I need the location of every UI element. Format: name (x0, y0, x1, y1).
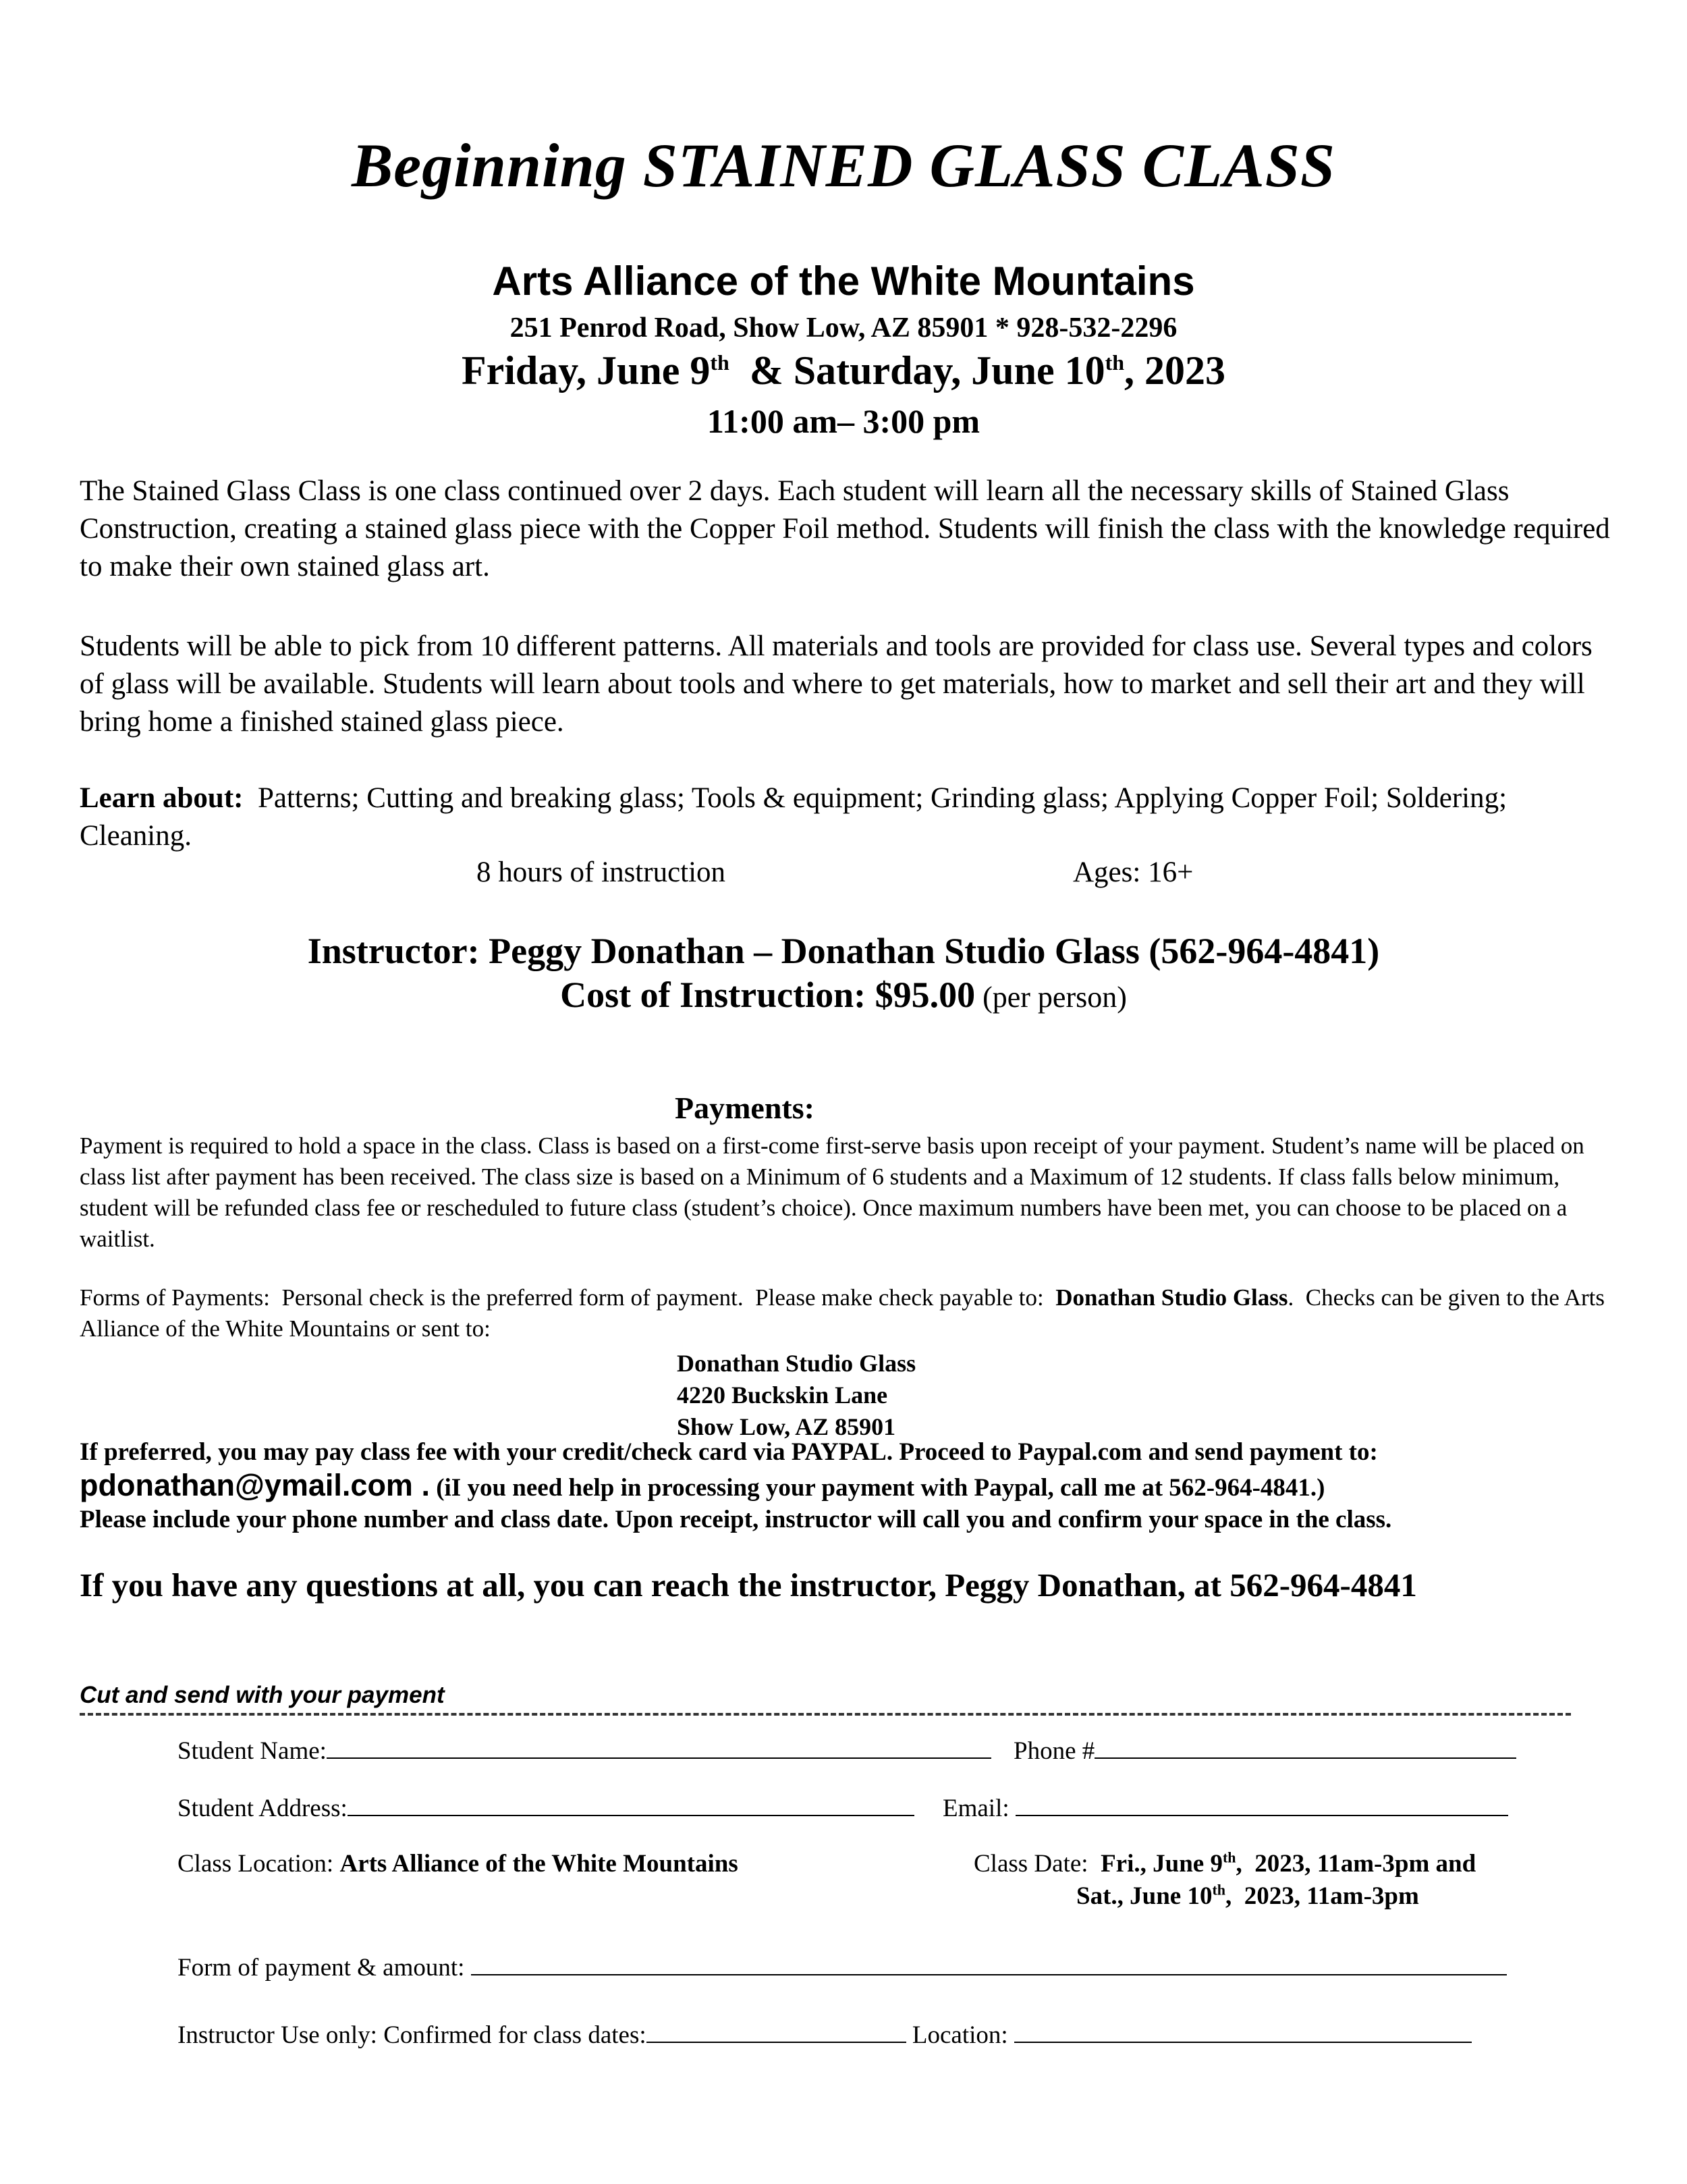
cost-of-instruction (0, 974, 1687, 1016)
phone-label: Phone # (1014, 1737, 1095, 1765)
class-location-label: Class Location: (177, 1850, 340, 1878)
forms-text-1: Forms of Payments: Personal check is the preferred form of payment. Please make check payable to: (80, 1284, 1056, 1311)
age-requirement: Ages: 16+ (1073, 856, 1194, 888)
description-paragraph-2: Students will be able to pick from 10 different patterns. All materials and tools are provided for class use. Several types and colors of glass will be available. Students will learn about tools and where to get materials, how to market and sell their art and they will bring home a finished stained glass piece. (80, 630, 1593, 738)
phone-row (1014, 1736, 1516, 1766)
description-paragraph-1: The Stained Glass Class is one class continued over 2 days. Each student will learn all the necessary skills of Stained Glass Construction, creating a stained glass piece with the Copper Foil method. Students will finish the class with the knowledge required to make their own stained glass art. (80, 475, 1610, 582)
email-label: Email: (943, 1795, 1016, 1822)
class-date-2-rest: , 2023, 11am-3pm (1225, 1882, 1419, 1910)
class-date-1-text: Fri., June 9 (1101, 1850, 1223, 1878)
cost-label: Cost of Instruction: $95.00 (560, 975, 976, 1015)
paypal-help: (iI you need help in processing your payment with Paypal, call me at 562-964-4841.) (429, 1474, 1325, 1502)
cut-line (80, 1713, 1571, 1716)
email-row (943, 1793, 1508, 1823)
learn-about-label: Learn about: (80, 782, 244, 814)
payments-paragraph: Payment is required to hold a space in the class. Class is based on a first-come first-serve basis upon receipt of your payment. Student’s name will be placed on class list after payment has been received. The class size is based on a Minimum of 6 students and a Maximum of 12 students. If class falls below minimum, student will be refunded class fee or rescheduled to future class (student’s choice). Once maximum numbers have been met, you can choose to be placed on a waitlist. (80, 1132, 1584, 1252)
payments-heading: Payments: (675, 1091, 814, 1125)
questions-contact: If you have any questions at all, you can reach the instructor, Peggy Donathan, at 562-964-4841 (80, 1566, 1417, 1604)
instructor-line: Instructor: Peggy Donathan – Donathan Studio Glass (562-964-4841) (307, 931, 1380, 971)
organization-name: Arts Alliance of the White Mountains (492, 258, 1195, 304)
class-date-row-2 (1076, 1882, 1419, 1911)
class-date-1 (1101, 1850, 1476, 1878)
payment-amount-field[interactable] (471, 1953, 1507, 1975)
student-name-row (177, 1736, 991, 1766)
instruction-hours: 8 hours of instruction (476, 856, 726, 888)
date-part-1: Friday, June 9 (461, 348, 711, 393)
learn-about-text: Patterns; Cutting and breaking glass; Tools & equipment; Grinding glass; Applying Copper Foil; Soldering; Cleaning. (80, 782, 1514, 852)
class-location-value: Arts Alliance of the White Mountains (339, 1850, 738, 1878)
location-field[interactable] (1014, 2020, 1472, 2043)
check-payee: Donathan Studio Glass (1055, 1284, 1288, 1311)
student-address-row (177, 1793, 914, 1823)
date-sup-2: th (1105, 350, 1125, 375)
class-date-1-rest: , 2023, 11am-3pm and (1236, 1850, 1476, 1878)
paypal-line-1: If preferred, you may pay class fee with your credit/check card via PAYPAL. Proceed to Paypal.com and send payment to: (80, 1438, 1378, 1466)
organization-address: 251 Penrod Road, Show Low, AZ 85901 * 928-532-2296 (509, 312, 1178, 344)
cut-instruction: Cut and send with your payment (80, 1682, 445, 1708)
cost-note: (per person) (975, 981, 1127, 1014)
class-date-2-sup: th (1212, 1881, 1226, 1899)
mailing-city: Show Low, AZ 85901 (677, 1413, 896, 1440)
location-label: Location: (906, 2021, 1014, 2049)
class-time: 11:00 am– 3:00 pm (707, 402, 980, 440)
class-date-label: Class Date: (974, 1850, 1101, 1878)
forms-text-2: . Checks can be given to the Arts Alliance of the White Mountains or sent to: (80, 1284, 1609, 1342)
class-dates (0, 348, 1687, 394)
payment-amount-label: Form of payment & amount: (177, 1954, 471, 1982)
confirmed-dates-field[interactable] (646, 2020, 906, 2043)
mailing-name: Donathan Studio Glass (677, 1350, 916, 1377)
paypal-line-3: Please include your phone number and class date. Upon receipt, instructor will call you and confirm your space in the class. (80, 1506, 1392, 1533)
mailing-street: 4220 Buckskin Lane (677, 1382, 888, 1409)
payment-amount-row (177, 1953, 1507, 1982)
instructor-use-row (177, 2020, 1472, 2050)
student-address-field[interactable] (348, 1793, 914, 1816)
class-location-row (177, 1849, 738, 1878)
page-title: Beginning STAINED GLASS CLASS (351, 131, 1336, 200)
class-date-row-1 (974, 1849, 1476, 1878)
class-date-2-text: Sat., June 10 (1076, 1882, 1213, 1910)
learn-about (80, 780, 1611, 855)
forms-of-payment (80, 1282, 1611, 1344)
class-date-1-sup: th (1222, 1849, 1236, 1866)
instructor-use-label: Instructor Use only: Confirmed for class dates: (177, 2021, 646, 2049)
paypal-instructions (80, 1436, 1632, 1535)
paypal-line-2 (80, 1469, 1632, 1504)
phone-field[interactable] (1095, 1736, 1516, 1759)
paypal-email: pdonathan@ymail.com . (80, 1468, 430, 1502)
date-sup-1: th (710, 350, 729, 375)
date-part-2: & Saturday, June 10 (729, 348, 1105, 393)
student-name-field[interactable] (327, 1736, 991, 1759)
student-address-label: Student Address: (177, 1795, 348, 1822)
date-part-3: , 2023 (1124, 348, 1226, 393)
email-field[interactable] (1016, 1793, 1508, 1816)
student-name-label: Student Name: (177, 1737, 327, 1765)
mailing-address (677, 1348, 916, 1443)
